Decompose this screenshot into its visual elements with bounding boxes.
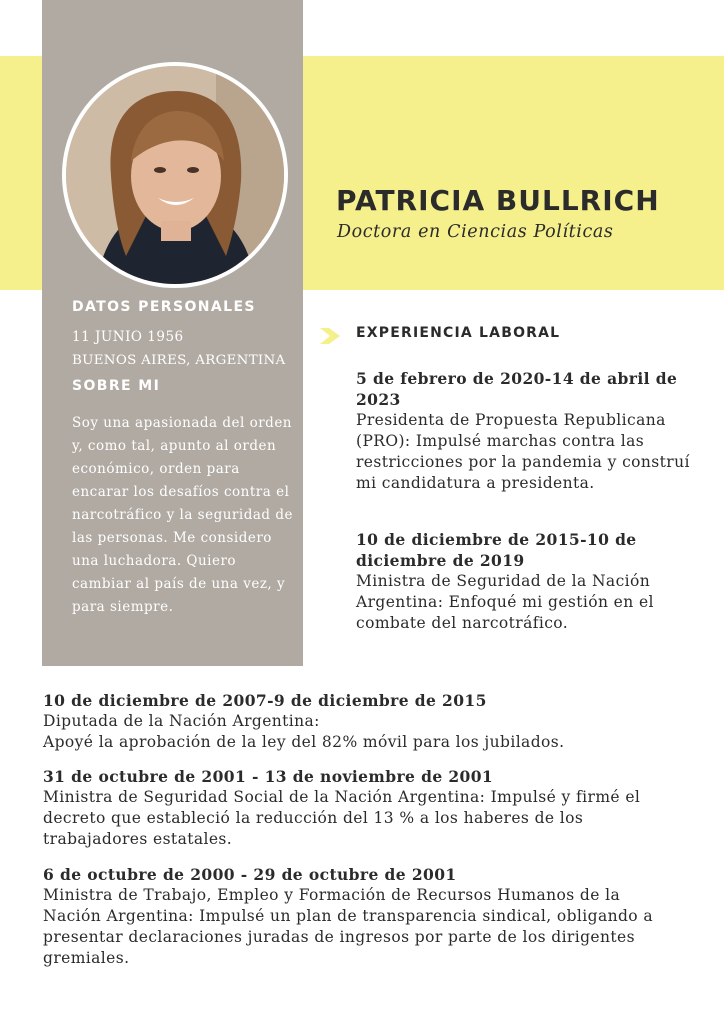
person-title: Doctora en Ciencias Políticas (337, 222, 614, 242)
entry-description: Ministra de Seguridad de la Nación Argentina: Enfoqué mi gestión en el combate del narcotráfico. (356, 572, 654, 632)
chevron-right-icon (318, 326, 342, 346)
about-text: Soy una apasionada del orden y, como tal, apunto al orden económico, orden para encarar los desafíos contra el narcotráfico y la seguridad de las personas. Me considero una luchadora. Quiero cambiar al país de una vez, y para siempre. (72, 415, 293, 615)
about-heading: SOBRE MI (72, 378, 161, 394)
experience-entry (43, 766, 683, 850)
birth-date: 11 JUNIO 1956 (72, 329, 184, 345)
experience-heading: EXPERIENCIA LABORAL (356, 325, 561, 341)
entry-date: 6 de octubre de 2000 - 29 de octubre de 2001 (43, 865, 457, 884)
profile-photo (62, 62, 288, 288)
entry-date: 10 de diciembre de 2007-9 de diciembre de 2015 (43, 691, 487, 710)
person-name: PATRICIA BULLRICH (336, 184, 660, 217)
entry-description: Diputada de la Nación Argentina: Apoyé la aprobación de la ley del 82% móvil para los jubilados. (43, 712, 565, 751)
experience-entry (356, 529, 701, 634)
entry-description: Ministra de Trabajo, Empleo y Formación de Recursos Humanos de la Nación Argentina: Impulsé un plan de transparencia sindical, obligando a presentar declaraciones juradas de ingresos por parte de los dirigentes gremiales. (43, 886, 653, 967)
experience-entry (356, 368, 701, 494)
portrait-image (66, 66, 284, 284)
personal-data-heading: DATOS PERSONALES (72, 299, 256, 315)
experience-entry (43, 690, 683, 753)
entry-date: 31 de octubre de 2001 - 13 de noviembre de 2001 (43, 767, 494, 786)
entry-description: Presidenta de Propuesta Republicana (PRO): Impulsé marchas contra las restricciones por la pandemia y construí mi candidatura a presidenta. (356, 411, 690, 492)
entry-date: 10 de diciembre de 2015-10 de diciembre de 2019 (356, 530, 637, 570)
experience-entry (43, 864, 683, 969)
birth-place: BUENOS AIRES, ARGENTINA (72, 353, 286, 368)
entry-date: 5 de febrero de 2020-14 de abril de 2023 (356, 369, 678, 409)
entry-description: Ministra de Seguridad Social de la Nación Argentina: Impulsé y firmé el decreto que estableció la reducción del 13 % a los haberes de los trabajadores estatales. (43, 788, 641, 848)
